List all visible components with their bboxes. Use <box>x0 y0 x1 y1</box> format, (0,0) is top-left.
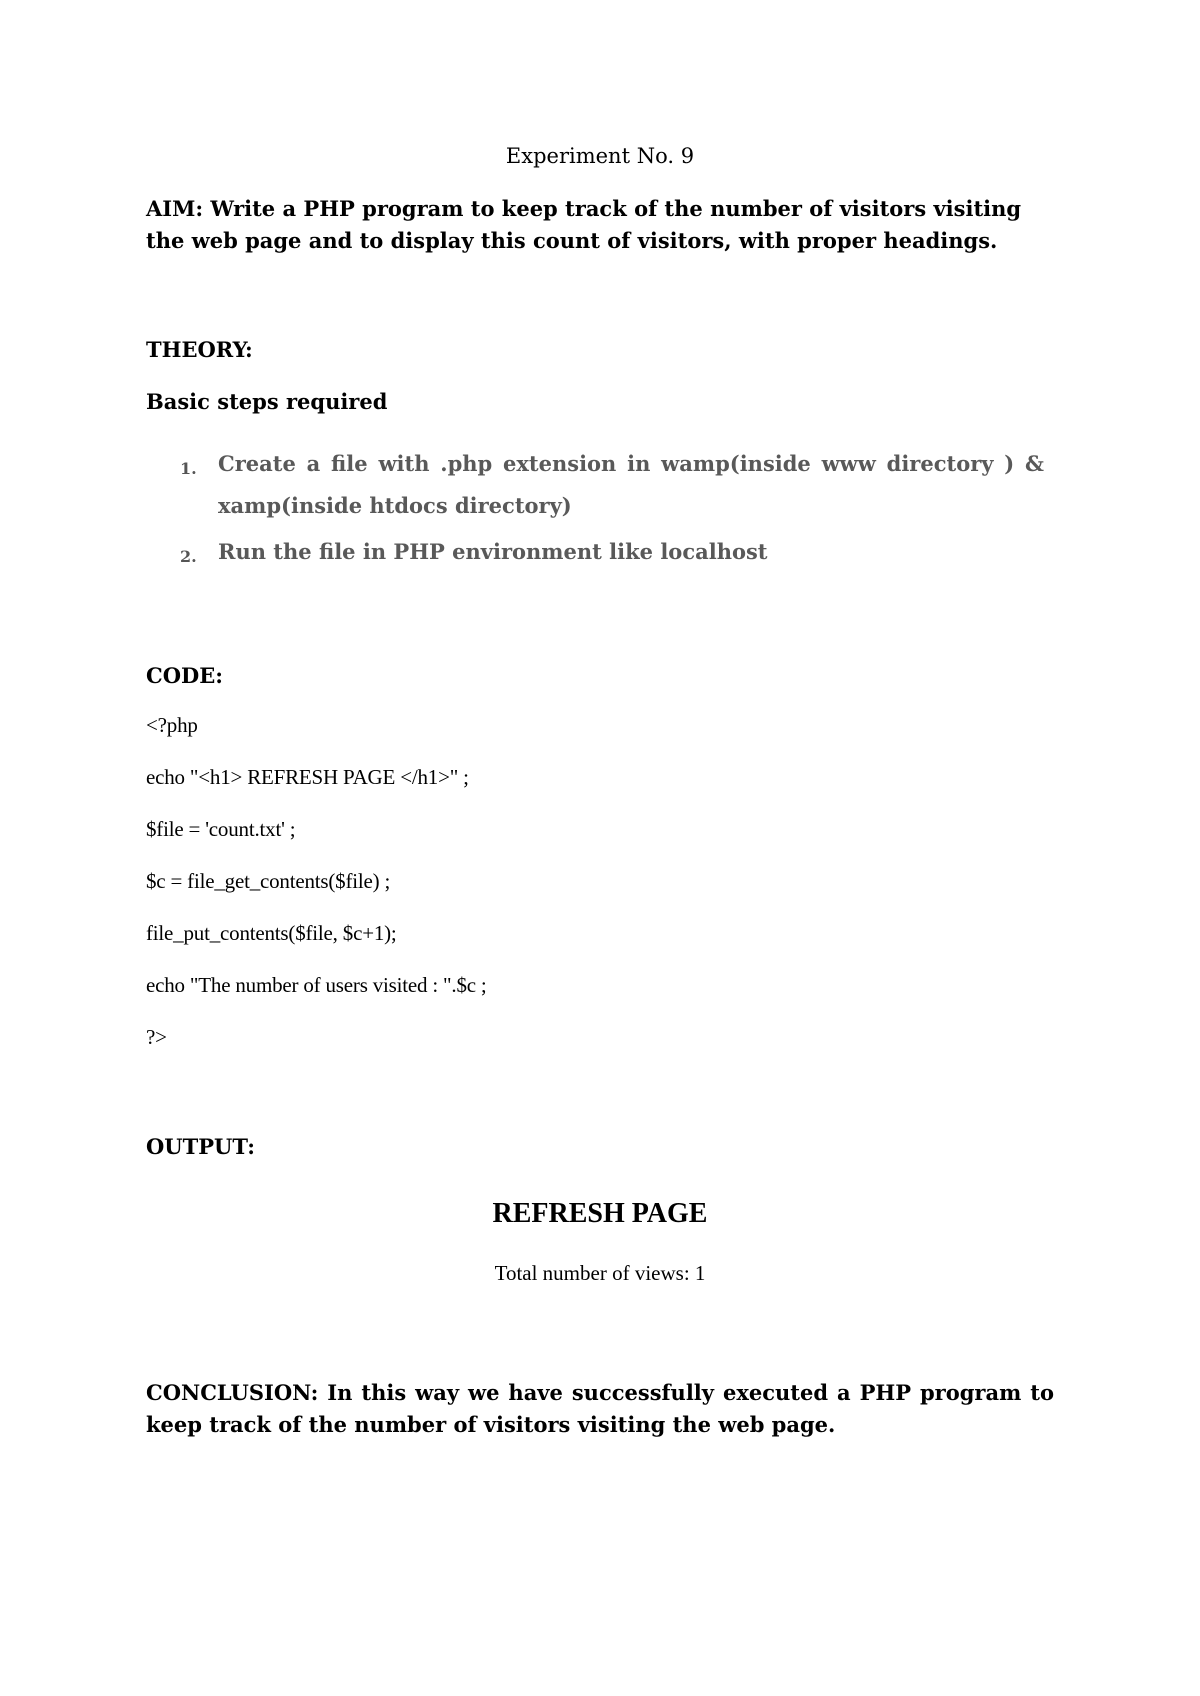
output-heading: OUTPUT: <box>146 1134 255 1159</box>
code-heading: CODE: <box>146 663 223 688</box>
code-line: $file = 'count.txt' ; <box>146 817 296 841</box>
output-text: Total number of views: 1 <box>494 1261 706 1285</box>
aim-paragraph: AIM: Write a PHP program to keep track of the number of visitors visiting the web page and to display this count of visitors, with proper headings. <box>146 196 1022 253</box>
conclusion-paragraph: CONCLUSION: In this way we have successfully executed a PHP program to keep track of the number of visitors visiting the web page. <box>146 1380 1054 1437</box>
code-line: $c = file_get_contents($file) ; <box>146 869 391 893</box>
output-title: REFRESH PAGE <box>492 1198 708 1229</box>
code-line: file_put_contents($file, $c+1); <box>146 921 397 945</box>
list-item-number: 1. <box>180 459 197 478</box>
code-line: echo "The number of users visited : ".$c ; <box>146 973 487 997</box>
steps-heading: Basic steps required <box>146 389 388 414</box>
code-line: ?> <box>146 1025 167 1049</box>
list-item-text-continued: xamp(inside htdocs directory) <box>218 493 572 518</box>
list-item-text: Run the file in PHP environment like localhost <box>218 539 768 564</box>
code-line: <?php <box>146 713 198 737</box>
list-item-text: Create a file with .php extension in wamp(inside www directory ) & <box>218 451 1044 476</box>
list-item-number: 2. <box>180 547 197 566</box>
code-line: echo "<h1> REFRESH PAGE </h1>" ; <box>146 765 469 789</box>
page-title: Experiment No. 9 <box>505 144 695 168</box>
theory-heading: THEORY: <box>146 337 253 362</box>
